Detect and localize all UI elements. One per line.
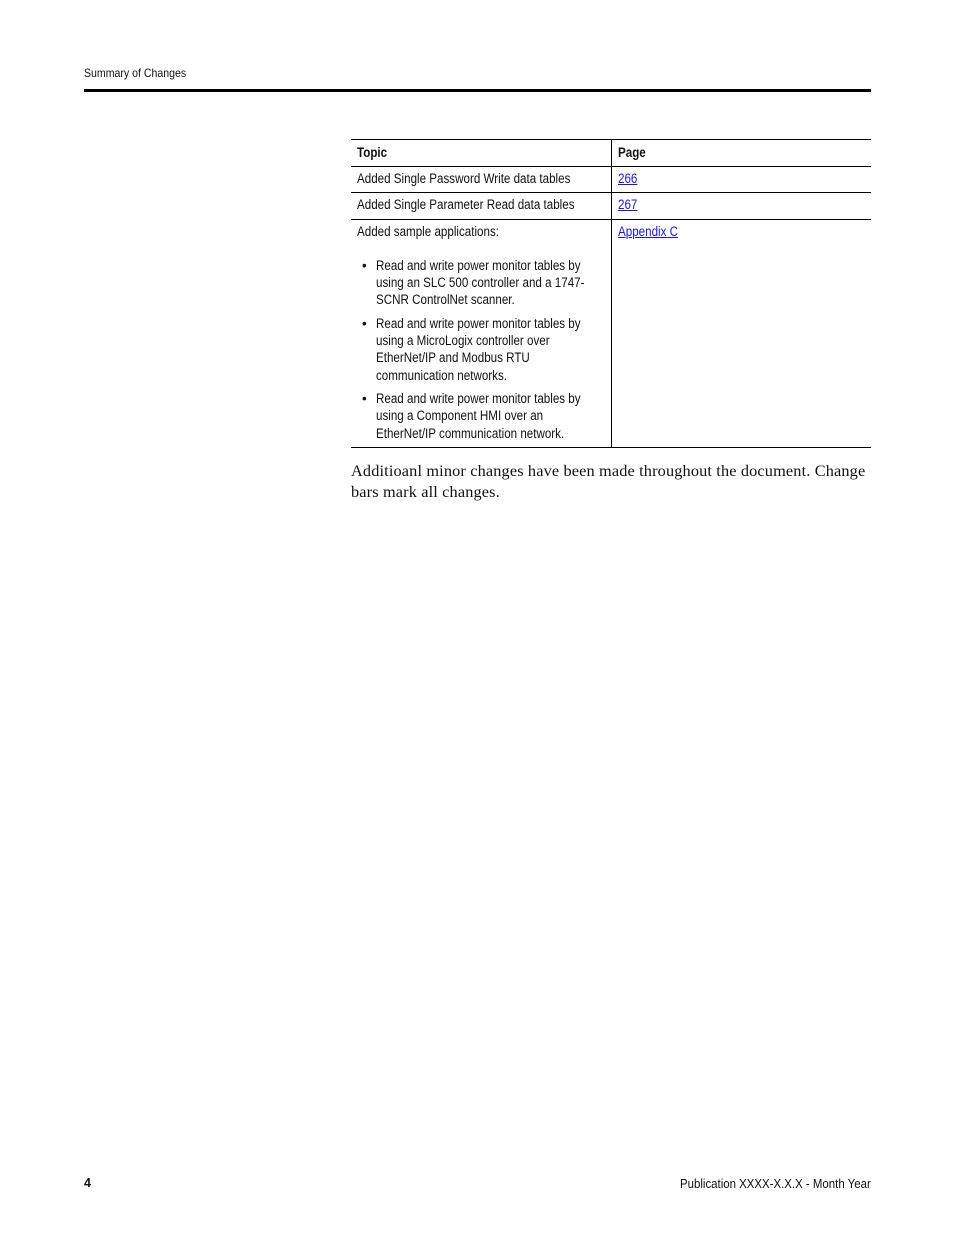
topic-cell: Added Single Password Write data tables bbox=[351, 167, 611, 193]
column-header-topic: Topic bbox=[351, 140, 611, 167]
table-row bbox=[351, 219, 871, 447]
page-link[interactable]: 267 bbox=[617, 197, 637, 213]
list-item: • Read and write power monitor tables by using a MicroLogix controller over EtherNet/IP and Modbus RTU communication networks. bbox=[362, 315, 581, 383]
running-header: Summary of Changes bbox=[84, 66, 187, 80]
body-paragraph: Additioanl minor changes have been made throughout the document. Change bars mark all changes. bbox=[351, 461, 866, 501]
bullet-icon: • bbox=[362, 257, 367, 273]
publication-info: Publication XXXX-X.X.X - Month Year bbox=[680, 1176, 871, 1191]
topic-cell bbox=[351, 219, 611, 447]
page-number: 4 bbox=[84, 1176, 91, 1190]
table-row bbox=[351, 193, 871, 219]
list-item: • Read and write power monitor tables by using a Component HMI over an EtherNet/IP communication network. bbox=[362, 390, 581, 441]
bullet-list bbox=[357, 257, 605, 442]
changes-table bbox=[351, 139, 871, 448]
column-header-page: Page bbox=[611, 140, 871, 167]
table-row bbox=[351, 167, 871, 193]
topic-intro: Added sample applications: bbox=[357, 223, 499, 239]
bullet-icon: • bbox=[362, 315, 367, 331]
page-cell bbox=[611, 219, 871, 447]
page-link[interactable]: 266 bbox=[617, 171, 637, 186]
table-header-row bbox=[351, 140, 871, 167]
page-cell bbox=[611, 193, 871, 219]
page-link[interactable]: Appendix C bbox=[617, 223, 678, 239]
bullet-icon: • bbox=[362, 390, 367, 406]
page-cell bbox=[611, 167, 871, 193]
list-item: • Read and write power monitor tables by using an SLC 500 controller and a 1747-SCNR ControlNet scanner. bbox=[362, 257, 585, 308]
header-rule bbox=[84, 89, 871, 92]
topic-cell: Added Single Parameter Read data tables bbox=[351, 193, 611, 219]
